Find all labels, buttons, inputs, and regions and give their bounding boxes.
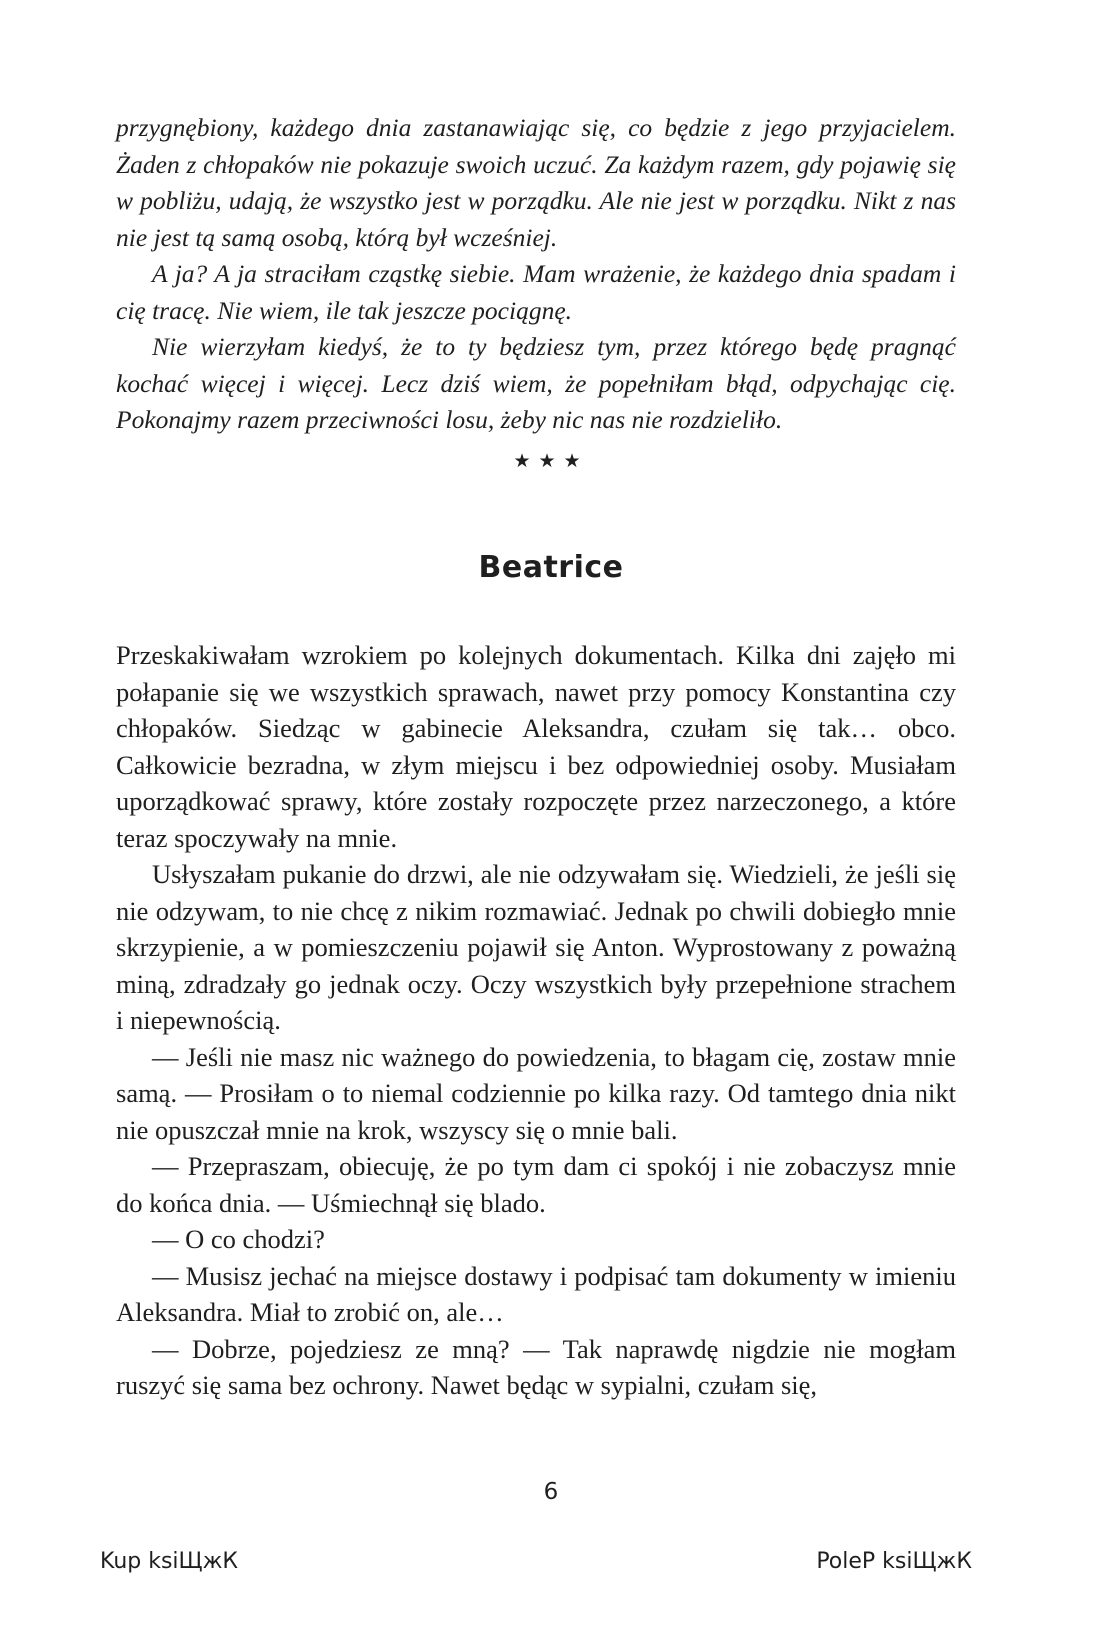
letter-paragraph: A ja? A ja straciłam cząstkę siebie. Mam wrażenie, że każdego dnia spadam i cię tracę. Nie wiem, ile tak jeszcze pociągnę.: [116, 259, 956, 325]
section-separator: ★★★: [513, 450, 589, 472]
buy-book-link[interactable]: Kup ksiЩжК: [100, 1549, 239, 1574]
body-paragraph: — Jeśli nie masz nic ważnego do powiedzenia, to błagam cię, zostaw mnie samą. — Prosiłam o to niemal codziennie po kilka razy. Od tamtego dnia nikt nie opuszczał mnie na krok, wszyscy się o mnie bali.: [116, 1041, 956, 1145]
body-paragraph: Usłyszałam pukanie do drzwi, ale nie odzywałam się. Wiedzieli, że jeśli się nie odzywam, to nie chcę z nikim rozmawiać. Jednak po chwili dobiegło mnie skrzypienie, a w pomieszczeniu pojawił się Anton. Wyprostowany z poważną miną, zdradzały go jednak oczy. Oczy wszystkich były przepełnione strachem i niepewnością.: [116, 859, 956, 1035]
body-paragraph: — Przepraszam, obiecuję, że po tym dam ci spokój i nie zobaczysz mnie do końca dnia. — Uśmiechnął się blado.: [116, 1151, 956, 1218]
recommend-book-link[interactable]: PoleР ksiЩжК: [816, 1549, 972, 1574]
body-paragraph: Przeskakiwałam wzrokiem po kolejnych dokumentach. Kilka dni zajęło mi połapanie się we wszystkich sprawach, nawet przy pomocy Konstantina czy chłopaków. Siedząc w gabinecie Aleksandra, czułam się tak… obco. Całkowicie bezradna, w złym miejscu i bez odpowiedniej osoby. Musiałam uporządkować sprawy, które zostały rozpoczęte przez narzeczonego, a które teraz spoczywały na mnie.: [116, 640, 956, 853]
letter-paragraph: przygnębiony, każdego dnia zastanawiając się, co będzie z jego przyjacielem. Żaden z chłopaków nie pokazuje swoich uczuć. Za każdym razem, gdy pojawię się w pobliżu, udają, że wszystko jest w porządku. Ale nie jest w porządku. Nikt z nas nie jest tą samą osobą, którą był wcześniej.: [116, 113, 956, 252]
letter-paragraph: Nie wierzyłam kiedyś, że to ty będziesz tym, przez którego będę pragnąć kochać więcej i więcej. Lecz dziś wiem, że popełniłam błąd, odpychając cię. Pokonajmy razem przeciwności losu, żeby nic nas nie rozdzieliło.: [116, 332, 956, 434]
page-number: 6: [543, 1479, 559, 1505]
chapter-title: Beatrice: [478, 550, 624, 585]
body-paragraph: — Musisz jechać na miejsce dostawy i podpisać tam dokumenty w imieniu Aleksandra. Miał to zrobić on, ale…: [116, 1260, 956, 1327]
body-paragraph: — O co chodzi?: [152, 1224, 325, 1254]
letter-text: [116, 110, 956, 439]
body-paragraph: — Dobrze, pojedziesz ze mną? — Tak naprawdę nigdzie nie mogłam ruszyć się sama bez ochrony. Nawet będąc w sypialni, czułam się,: [116, 1333, 956, 1400]
chapter-text: [116, 637, 956, 1404]
